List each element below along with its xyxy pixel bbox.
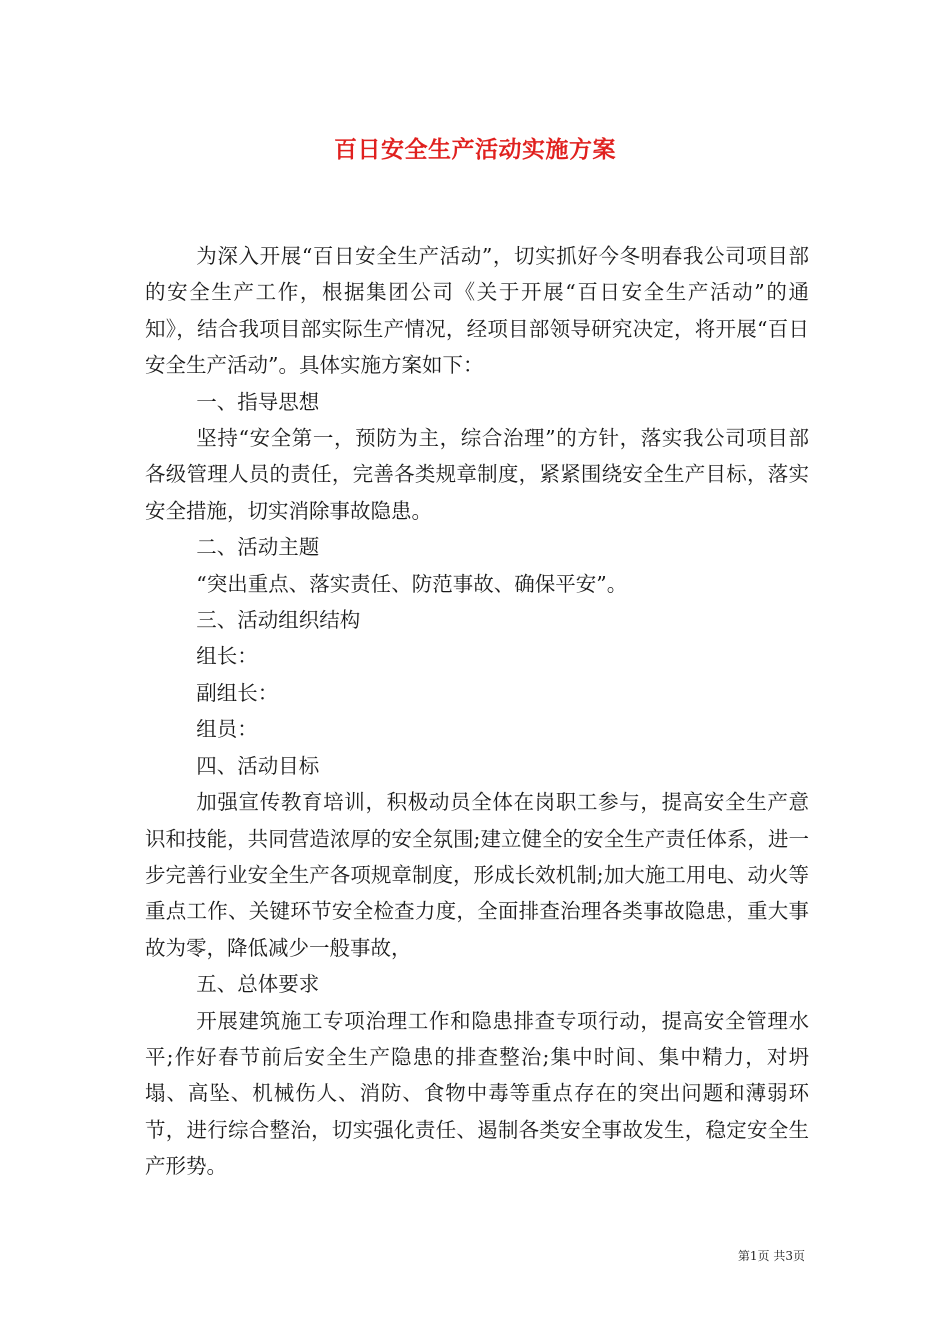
page-current: 1 — [749, 1249, 758, 1263]
section-heading-organization: 三、活动组织结构 — [196, 608, 361, 633]
document-title: 百日安全生产活动实施方案 — [334, 136, 616, 163]
intro-paragraph: 为深入开展“百日安全生产活动”，切实抓好今冬明春我公司项目部的安全生产工作，根据集团公司《关于开展“百日安全生产活动”的通知》，结合我项目部实际生产情况，经项目部领导研究决定，将开展“百日安全生产活动”。具体实施方案如下： — [145, 244, 809, 378]
activity-goals-paragraph: 加强宣传教育培训，积极动员全体在岗职工参与，提高安全生产意识和技能，共同营造浓厚的安全氛围;建立健全的安全生产责任体系，进一步完善行业安全生产各项规章制度，形成长效机制;加大施工用电、动火等重点工作、关键环节安全检查力度，全面排查治理各类事故隐患，重大事故为零，降低减少一般事故， — [145, 790, 809, 960]
section-heading-general-requirements: 五、总体要求 — [196, 972, 320, 997]
guiding-ideology-paragraph: 坚持“安全第一，预防为主，综合治理”的方针，落实我公司项目部各级管理人员的责任，完善各类规章制度，紧紧围绕安全生产目标，落实安全措施，切实消除事故隐患。 — [145, 426, 809, 523]
section-heading-guiding-ideology: 一、指导思想 — [196, 389, 320, 414]
section-heading-activity-theme: 二、活动主题 — [196, 535, 320, 560]
team-leader-line: 组长： — [196, 644, 258, 669]
page-prefix: 第 — [737, 1249, 750, 1263]
page-suffix: 页 — [792, 1249, 805, 1263]
general-requirements-paragraph: 开展建筑施工专项治理工作和隐患排查专项行动，提高安全管理水平;作好春节前后安全生产隐患的排查整治;集中时间、集中精力，对坍塌、高坠、机械伤人、消防、食物中毒等重点存在的突出问题和薄弱环节，进行综合整治，切实强化责任、遏制各类安全事故发生，稳定安全生产形势。 — [145, 1008, 809, 1179]
section-heading-activity-goals: 四、活动目标 — [196, 753, 320, 778]
document-body — [145, 238, 809, 1185]
team-members-line: 组员： — [196, 717, 258, 742]
deputy-leader-line: 副组长： — [196, 680, 279, 705]
page-number-footer — [738, 1247, 805, 1265]
activity-theme-paragraph: “突出重点、落实责任、防范事故、确保平安”。 — [196, 571, 628, 596]
page-total: 3 — [785, 1249, 793, 1263]
page-middle: 页 共 — [757, 1249, 786, 1263]
